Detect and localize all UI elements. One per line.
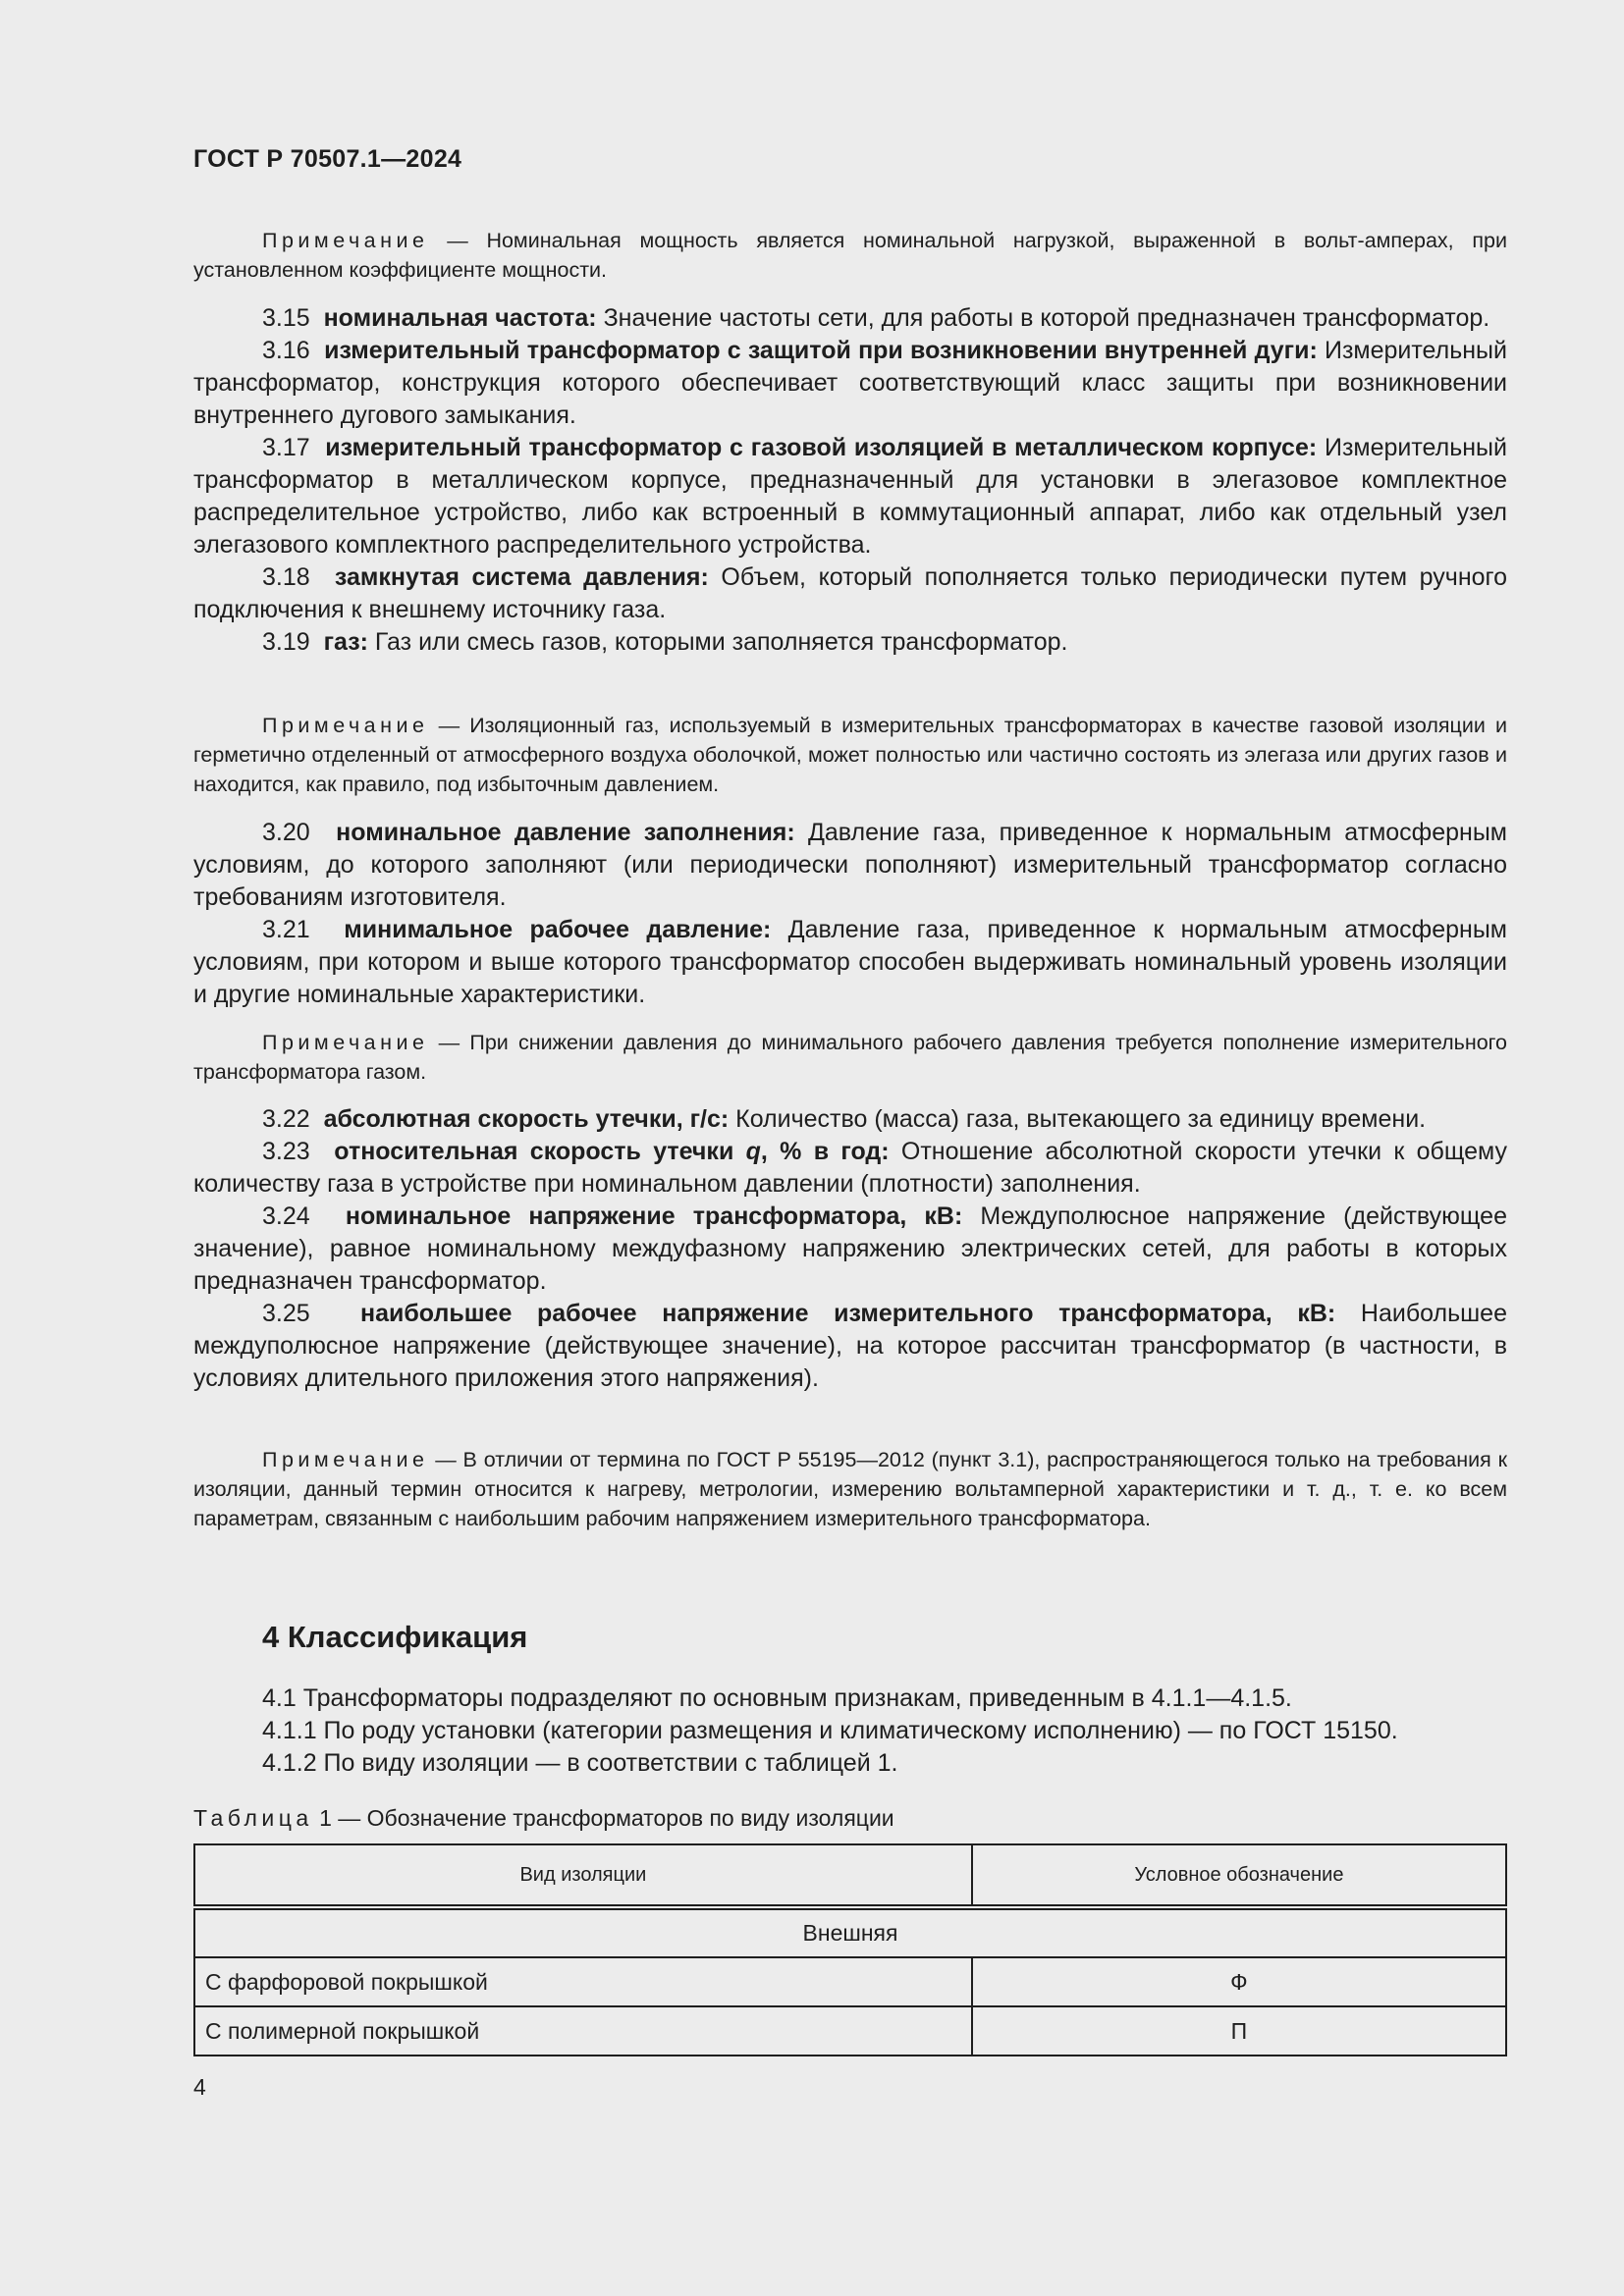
note-3: Примечание — При снижении давления до минимального рабочего давления требуется пополнение измерительного трансформатора газом. bbox=[193, 1031, 1507, 1084]
clause-4-1-1: 4.1.1 По роду установки (категории размещения и климатическому исполнению) — по ГОСТ 15150. bbox=[262, 1717, 1398, 1744]
terms-block-3 bbox=[193, 1103, 1507, 1395]
note-1 bbox=[193, 226, 1507, 285]
document-header: ГОСТ Р 70507.1—2024 bbox=[193, 145, 462, 173]
table-cell: Ф bbox=[972, 1957, 1506, 2006]
term-3-16: 3.16 измерительный трансформатор с защитой при возникновении внутренней дуги: Измерительный трансформатор, конструкция которого обеспечивает соответствующий класс защиты при возникновении внутреннего дугового замыкания. bbox=[193, 337, 1507, 429]
clause-4-1-2: 4.1.2 По виду изоляции — в соответствии с таблицей 1. bbox=[262, 1749, 898, 1777]
term-3-18: 3.18 замкнутая система давления: Объем, который пополняется только периодически путем ручного подключения к внешнему источнику газа. bbox=[193, 563, 1507, 623]
term-3-17: 3.17 измерительный трансформатор с газовой изоляцией в металлическом корпусе: Измерительный трансформатор в металлическом корпусе, предназначенный для установки в элегазовое комплектное распределительное устройство, либо как встроенный в коммутационный аппарат, либо как отдельный узел элегазового комплектного распределительного устройства. bbox=[193, 434, 1507, 559]
table-header-row bbox=[194, 1844, 1506, 1905]
page-number: 4 bbox=[193, 2074, 206, 2100]
section-4-title: 4 Классификация bbox=[262, 1620, 528, 1654]
note-4: Примечание — В отличии от термина по ГОСТ Р 55195—2012 (пункт 3.1), распространяющегося только на требования к изоляции, данный термин относится к нагреву, метрологии, измерению вольтамперной характеристики и т. д., т. е. ко всем параметрам, связанным с наибольшим рабочим напряжением измерительного трансформатора. bbox=[193, 1448, 1507, 1530]
table-caption: Таблица 1 — Обозначение трансформаторов по виду изоляции bbox=[193, 1805, 894, 1831]
table-row bbox=[194, 1957, 1506, 2006]
terms-block-2 bbox=[193, 817, 1507, 1011]
term-3-20: 3.20 номинальное давление заполнения: Давление газа, приведенное к нормальным атмосферным условиям, до которого заполняют (или периодически пополняют) измерительный трансформатор согласно требованиям изготовителя. bbox=[193, 819, 1507, 911]
term-3-21: 3.21 минимальное рабочее давление: Давление газа, приведенное к нормальным атмосферным условиям, при котором и выше которого трансформатор способен выдерживать номинальный уровень изоляции и другие номинальные характеристики. bbox=[193, 916, 1507, 1008]
term-3-19: 3.19 газ: Газ или смесь газов, которыми заполняется трансформатор. bbox=[262, 628, 1068, 656]
table-header-cell: Вид изоляции bbox=[194, 1844, 972, 1905]
terms-block-1 bbox=[193, 302, 1507, 659]
table-header-cell: Условное обозначение bbox=[972, 1844, 1506, 1905]
table-row bbox=[194, 2006, 1506, 2056]
note-2: Примечание — Изоляционный газ, используемый в измерительных трансформаторах в качестве газовой изоляции и герметично отделенный от атмосферного воздуха оболочкой, может полностью или частично состоять из элегаза или других газов и находится, как правило, под избыточным давлением. bbox=[193, 714, 1507, 796]
term-3-23: 3.23 относительная скорость утечки q, % в год: Отношение абсолютной скорости утечки к общему количеству газа в устройстве при номинальном давлении (плотности) заполнения. bbox=[193, 1138, 1507, 1198]
note-label: Примечание bbox=[262, 229, 429, 252]
section-4-body bbox=[193, 1682, 1507, 1780]
term-3-15: 3.15 номинальная частота: Значение частоты сети, для работы в которой предназначен трансформатор. bbox=[262, 304, 1490, 332]
term-3-24: 3.24 номинальное напряжение трансформатора, кВ: Междуполюсное напряжение (действующее значение), равное номинальному междуфазному напряжению электрических сетей, для работы в которых предназначен трансформатор. bbox=[193, 1202, 1507, 1295]
note-text: — Номинальная мощность является номинальной нагрузкой, выраженной в вольт-амперах, при установленном коэффициенте мощности. bbox=[193, 229, 1507, 282]
clause-4-1: 4.1 Трансформаторы подразделяют по основным признакам, приведенным в 4.1.1—4.1.5. bbox=[262, 1684, 1292, 1712]
table-group-row bbox=[194, 1909, 1506, 1957]
table-cell: П bbox=[972, 2006, 1506, 2056]
table-cell: С полимерной покрышкой bbox=[194, 2006, 972, 2056]
term-3-22: 3.22 абсолютная скорость утечки, г/с: Количество (масса) газа, вытекающего за единицу времени. bbox=[262, 1105, 1427, 1133]
term-3-25: 3.25 наибольшее рабочее напряжение измерительного трансформатора, кВ: Наибольшее междуполюсное напряжение (действующее значение), на которое рассчитан трансформатор (в частности, в условиях длительного приложения этого напряжения). bbox=[193, 1300, 1507, 1392]
table-group-cell: Внешняя bbox=[194, 1909, 1506, 1957]
table-cell: С фарфоровой покрышкой bbox=[194, 1957, 972, 2006]
insulation-table bbox=[193, 1843, 1507, 2056]
